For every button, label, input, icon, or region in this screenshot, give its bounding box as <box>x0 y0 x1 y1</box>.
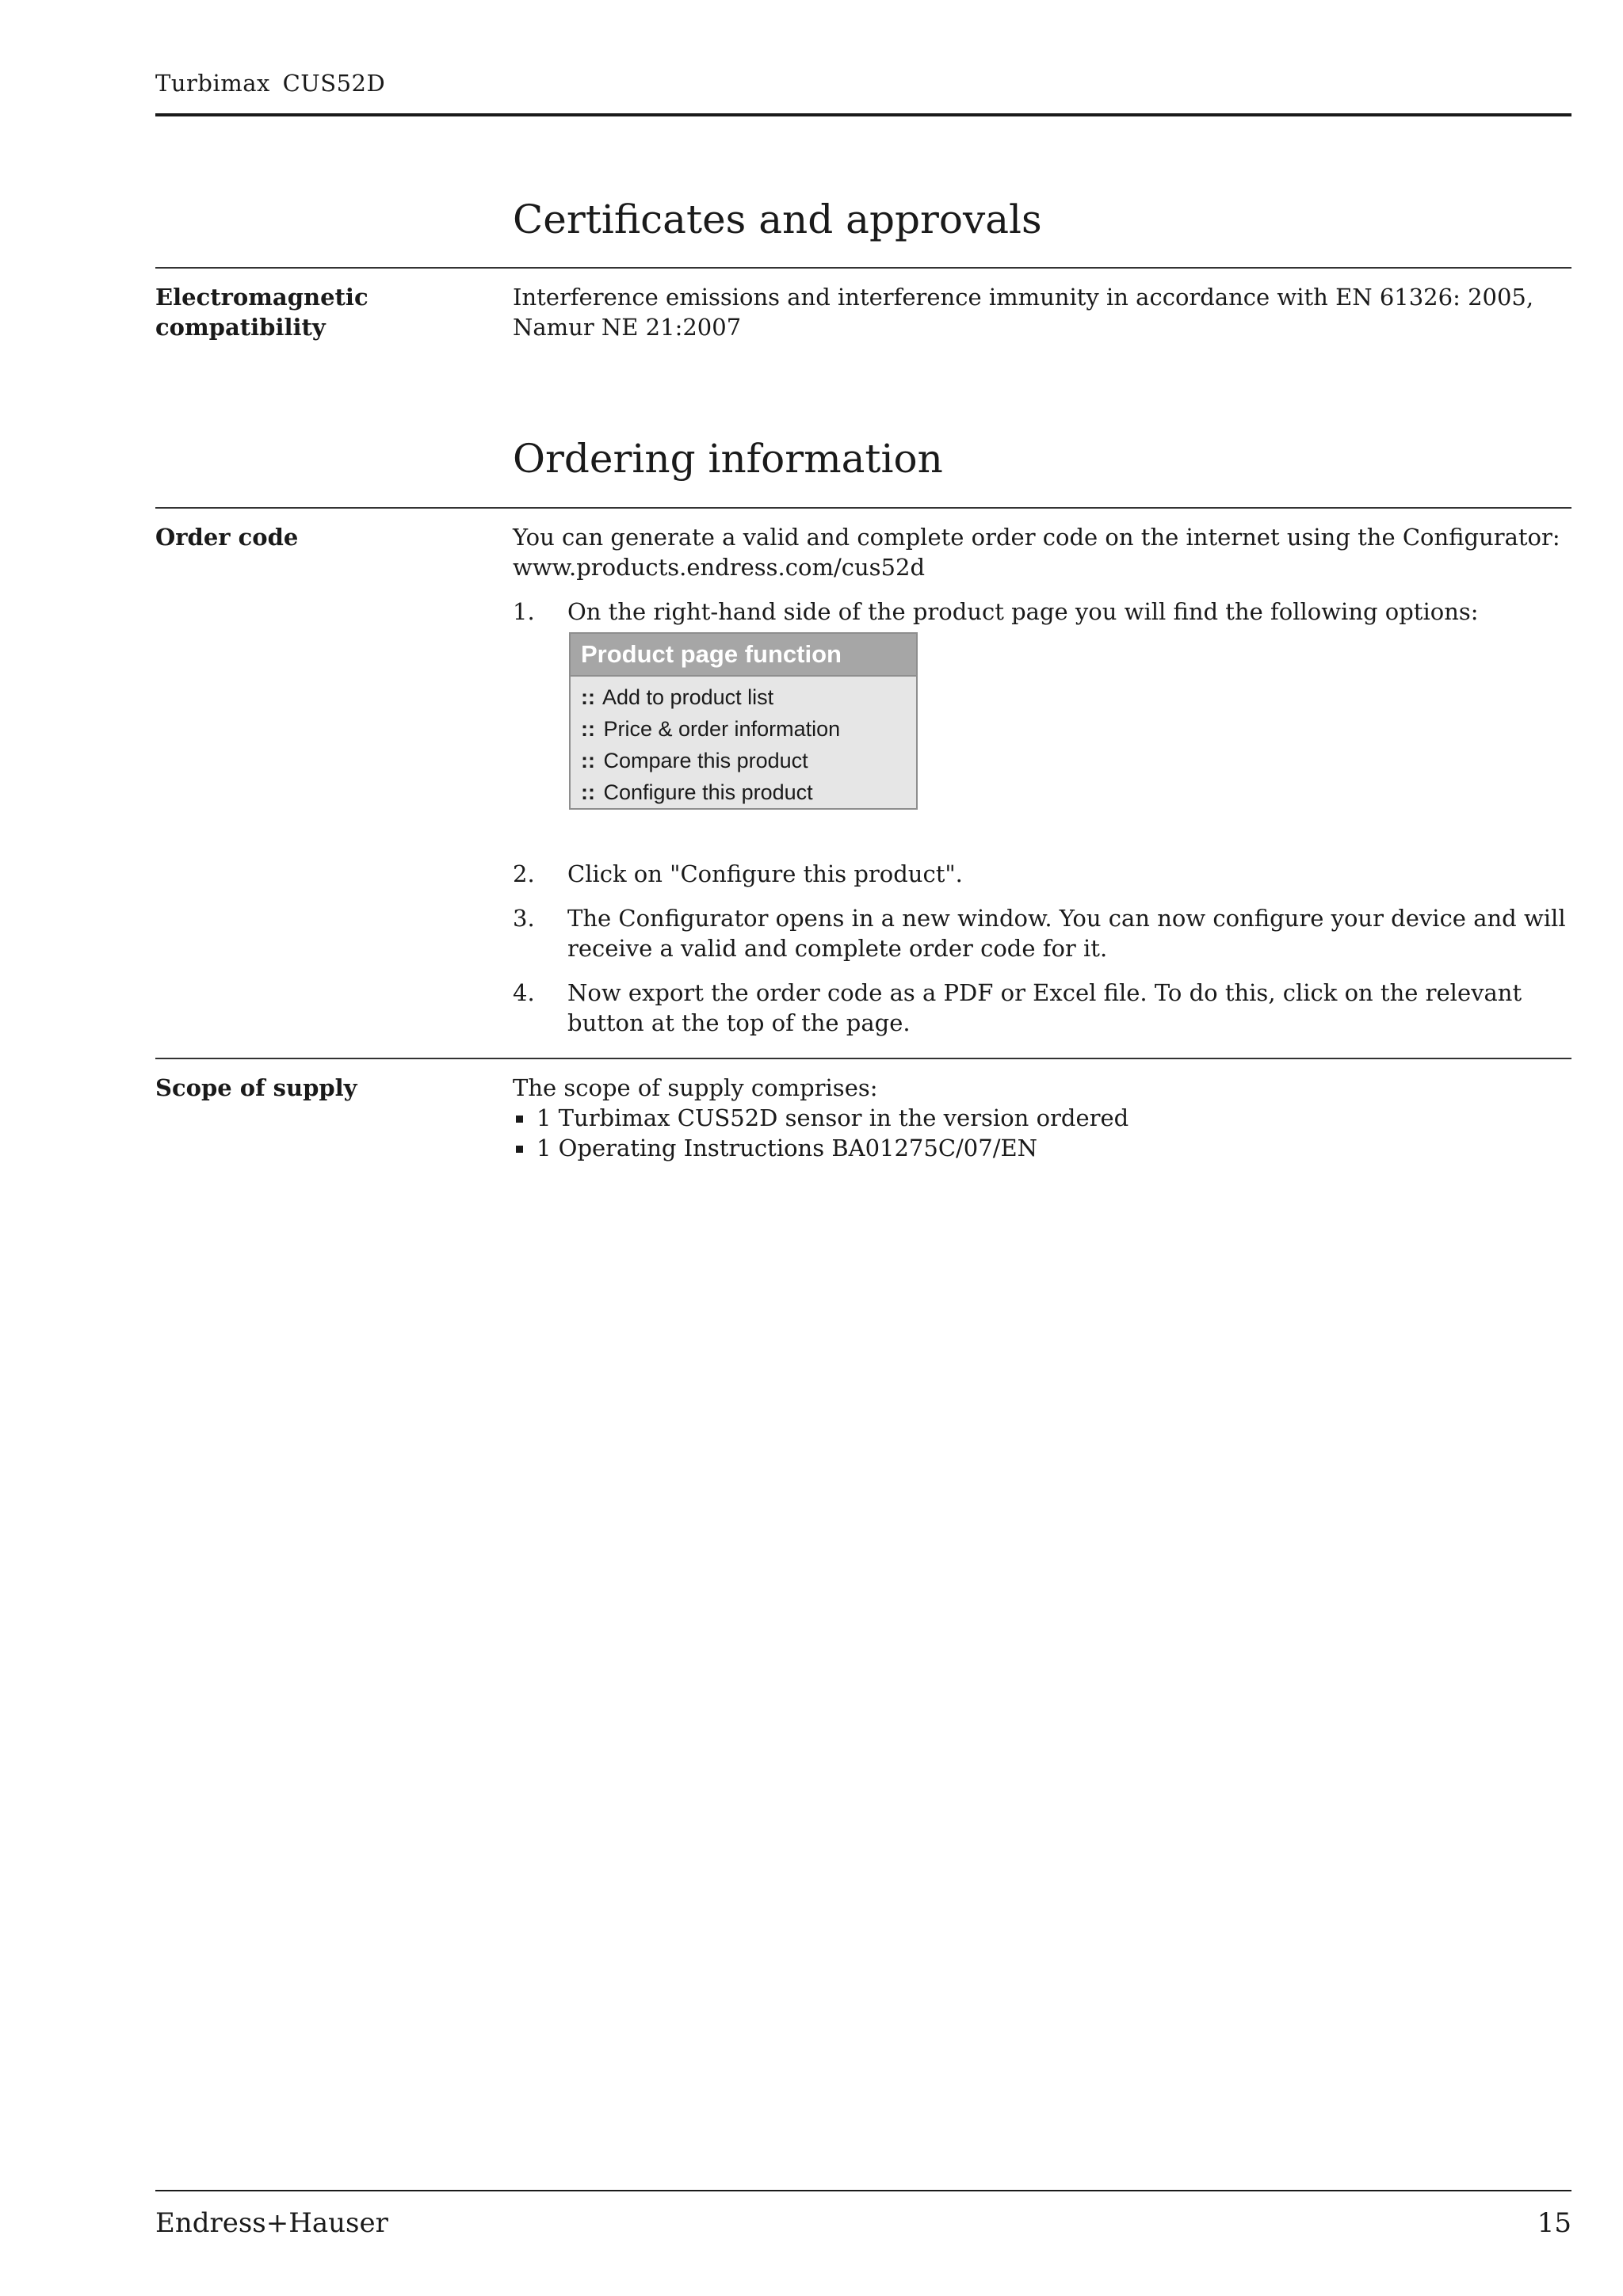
step-2 <box>513 859 1571 889</box>
option-configure-this-product[interactable] <box>581 776 916 808</box>
step-number: 2. <box>513 860 535 887</box>
page-number: 15 <box>1537 2207 1571 2239</box>
double-dot-icon: :: <box>581 780 595 804</box>
option-price-order-information[interactable] <box>581 713 916 745</box>
list-item <box>513 1103 1571 1133</box>
option-label: Price & order information <box>603 717 841 741</box>
product-page-function-box <box>569 632 918 810</box>
widget-title: Product page function <box>571 634 916 677</box>
supply-item-text: 1 Turbimax CUS52D sensor in the version ordered <box>537 1104 1129 1131</box>
option-compare-this-product[interactable] <box>581 745 916 776</box>
step-text: Click on "Configure this product". <box>567 860 963 887</box>
emc-label: Electromagnetic compatibility <box>155 284 369 341</box>
double-dot-icon: :: <box>581 717 595 741</box>
certificates-rule <box>155 267 1571 269</box>
double-dot-icon: :: <box>581 685 595 709</box>
emc-paragraph: Interference emissions and interference immunity in accordance with EN 61326: 2005, Namur NE 21:2007 <box>513 284 1534 341</box>
ordering-heading: Ordering information <box>513 436 943 482</box>
step-4 <box>513 978 1571 1038</box>
square-bullet-icon <box>516 1116 523 1123</box>
ordering-rule <box>155 507 1571 509</box>
running-header: Turbimax CUS52D <box>155 70 386 97</box>
order-code-label: Order code <box>155 524 299 551</box>
step-text: On the right-hand side of the product page you will find the following options: <box>567 598 1479 625</box>
order-code-intro-line1: You can generate a valid and complete order code on the internet using the Configurator: <box>513 524 1560 551</box>
list-item <box>513 1133 1571 1163</box>
order-code-intro <box>513 522 1571 582</box>
order-steps-list-a <box>513 597 1571 627</box>
step-3 <box>513 903 1571 963</box>
supply-rule <box>155 1058 1571 1059</box>
widget-options-list <box>571 677 916 808</box>
option-add-to-product-list[interactable] <box>581 681 916 713</box>
supply-item-text: 1 Operating Instructions BA01275C/07/EN <box>537 1135 1038 1161</box>
option-label: Configure this product <box>603 780 813 804</box>
order-steps-list-b <box>513 859 1571 1038</box>
supply-list <box>513 1103 1571 1163</box>
header-rule <box>155 113 1571 116</box>
option-label: Add to product list <box>602 685 774 709</box>
certificates-heading: Certificates and approvals <box>513 196 1042 242</box>
footer-brand: Endress+Hauser <box>155 2207 388 2239</box>
footer-rule <box>155 2190 1571 2191</box>
step-text: Now export the order code as a PDF or Excel file. To do this, click on the relevant button at the top of the page. <box>567 979 1522 1036</box>
double-dot-icon: :: <box>581 749 595 772</box>
step-number: 4. <box>513 979 535 1006</box>
scope-of-supply-text <box>513 1073 1571 1163</box>
emc-text <box>513 282 1571 342</box>
step-text: The Configurator opens in a new window. You can now configure your device and will receive a valid and complete order code for it. <box>567 905 1566 962</box>
configurator-link[interactable]: www.products.endress.com/cus52d <box>513 554 926 581</box>
square-bullet-icon <box>516 1146 523 1153</box>
supply-intro: The scope of supply comprises: <box>513 1074 878 1101</box>
step-number: 3. <box>513 905 535 932</box>
option-label: Compare this product <box>603 749 808 772</box>
step-1 <box>513 597 1571 627</box>
step-number: 1. <box>513 598 535 625</box>
scope-of-supply-label: Scope of supply <box>155 1074 357 1101</box>
